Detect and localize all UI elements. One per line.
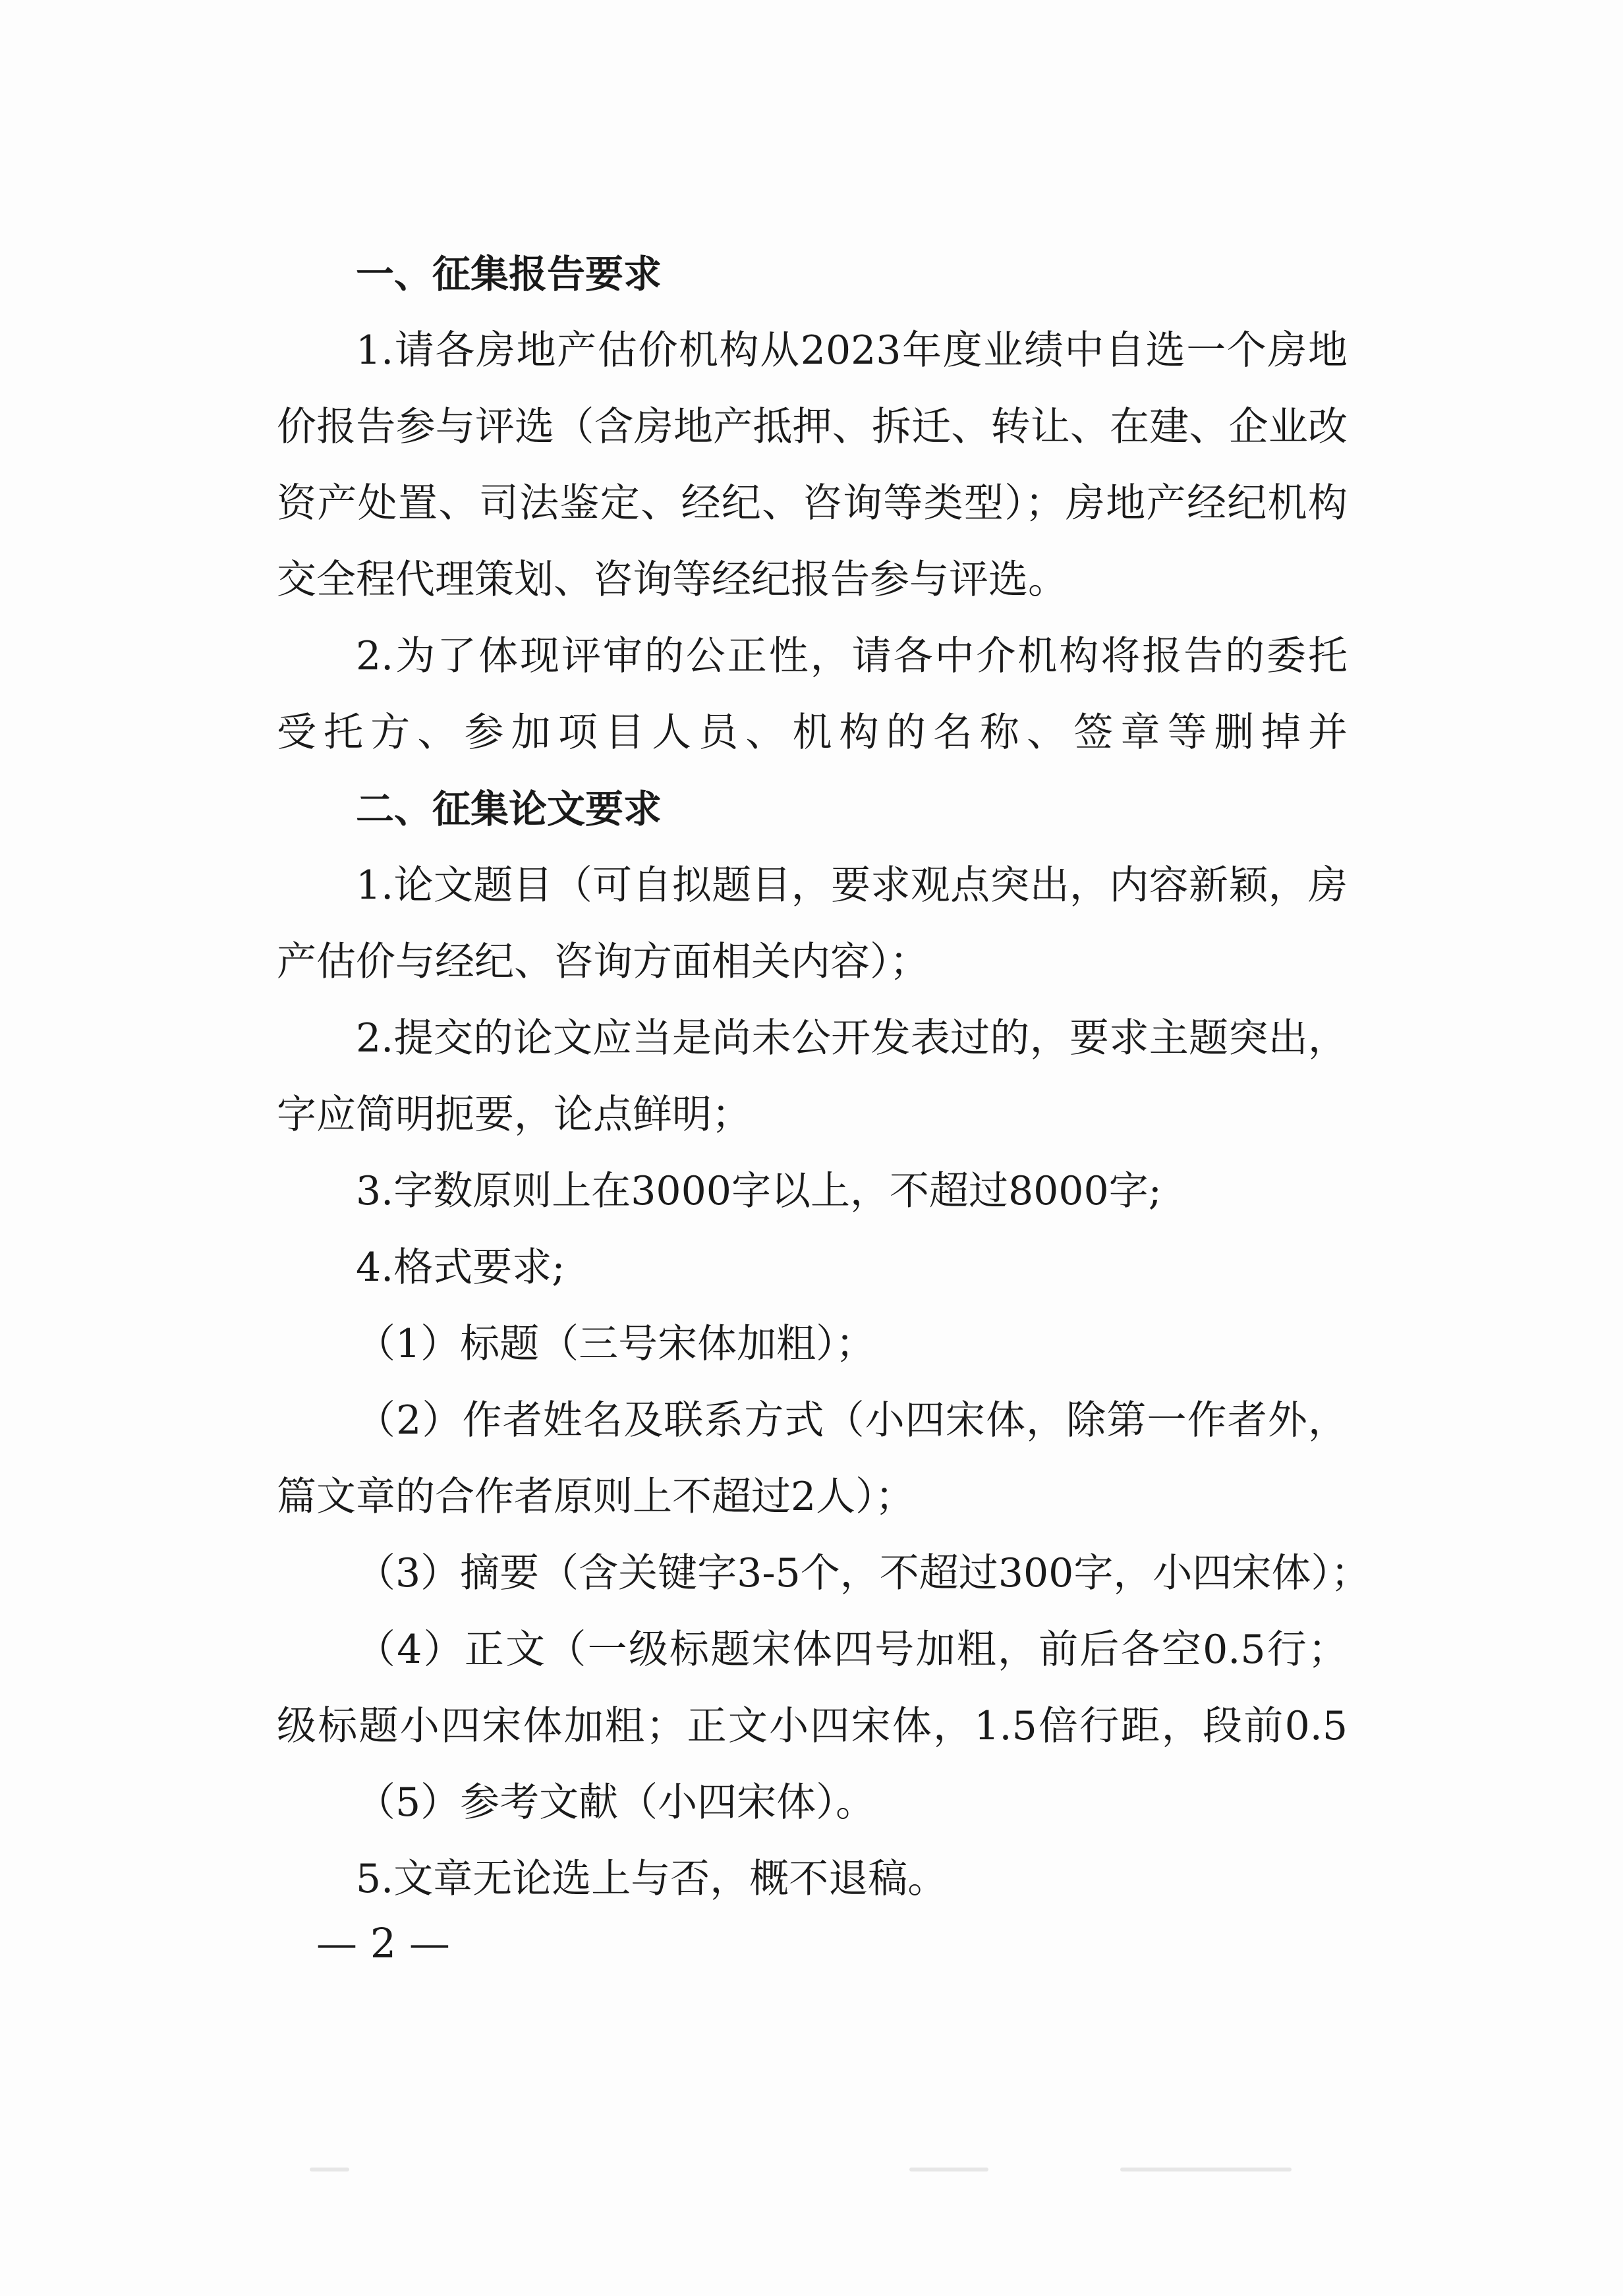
section1-heading: 一、征集报告要求	[356, 252, 662, 296]
section2-heading: 二、征集论文要求	[356, 787, 662, 831]
section1-item1-line1: 1.请各房地产估价机构从2023年度业绩中自选一个房地	[356, 327, 1348, 374]
section2-item1-line2: 产估价与经纪、咨询方面相关内容）；	[277, 939, 929, 985]
format-item4-line2: 级标题小四宋体加粗；正文小四宋体，1.5倍行距，段前0.5	[277, 1703, 1348, 1749]
section1-item1-line2: 价报告参与评选（含房地产抵押、拆迁、转让、在建、企业改	[277, 404, 1348, 450]
section2-item1-line1: 1.论文题目（可自拟题目，要求观点突出，内容新颖，房	[356, 862, 1348, 909]
format-item3: （3）摘要（含关键字3-5个，不超过300字，小四宋体）；	[356, 1550, 1371, 1596]
page-number: — 2 —	[316, 1919, 450, 1967]
scan-artifact	[310, 2168, 349, 2171]
section2-item2-line2: 字应简明扼要，论点鲜明；	[277, 1092, 751, 1138]
format-item2-line1: （2）作者姓名及联系方式（小四宋体，除第一作者外，	[356, 1397, 1348, 1443]
format-item1: （1）标题（三号宋体加粗）；	[356, 1321, 876, 1367]
section2-item5: 5.文章无论选上与否，概不退稿。	[356, 1856, 948, 1902]
scan-artifact	[1120, 2168, 1292, 2171]
section1-item2-line1: 2.为了体现评审的公正性，请各中介机构将报告的委托	[356, 633, 1348, 679]
section1-item1-line3: 资产处置、司法鉴定、经纪、咨询等类型）；房地产经纪机构	[277, 480, 1348, 526]
format-item5: （5）参考文献（小四宋体）。	[356, 1779, 876, 1826]
scan-artifact	[909, 2168, 988, 2171]
section1-item2-line2: 受托方、参加项目人员、机构的名称、签章等删掉并	[277, 710, 1348, 756]
section1-item1-line4: 交全程代理策划、咨询等经纪报告参与评选。	[277, 557, 1068, 603]
section2-item3: 3.字数原则上在3000字以上，不超过8000字;	[356, 1168, 1162, 1214]
section2-item4: 4.格式要求;	[356, 1245, 565, 1291]
format-item4-line1: （4）正文（一级标题宋体四号加粗，前后各空0.5行；	[356, 1627, 1348, 1673]
section2-item2-line1: 2.提交的论文应当是尚未公开发表过的，要求主题突出，	[356, 1015, 1348, 1061]
format-item2-line2: 篇文章的合作者原则上不超过2人）；	[277, 1474, 915, 1520]
